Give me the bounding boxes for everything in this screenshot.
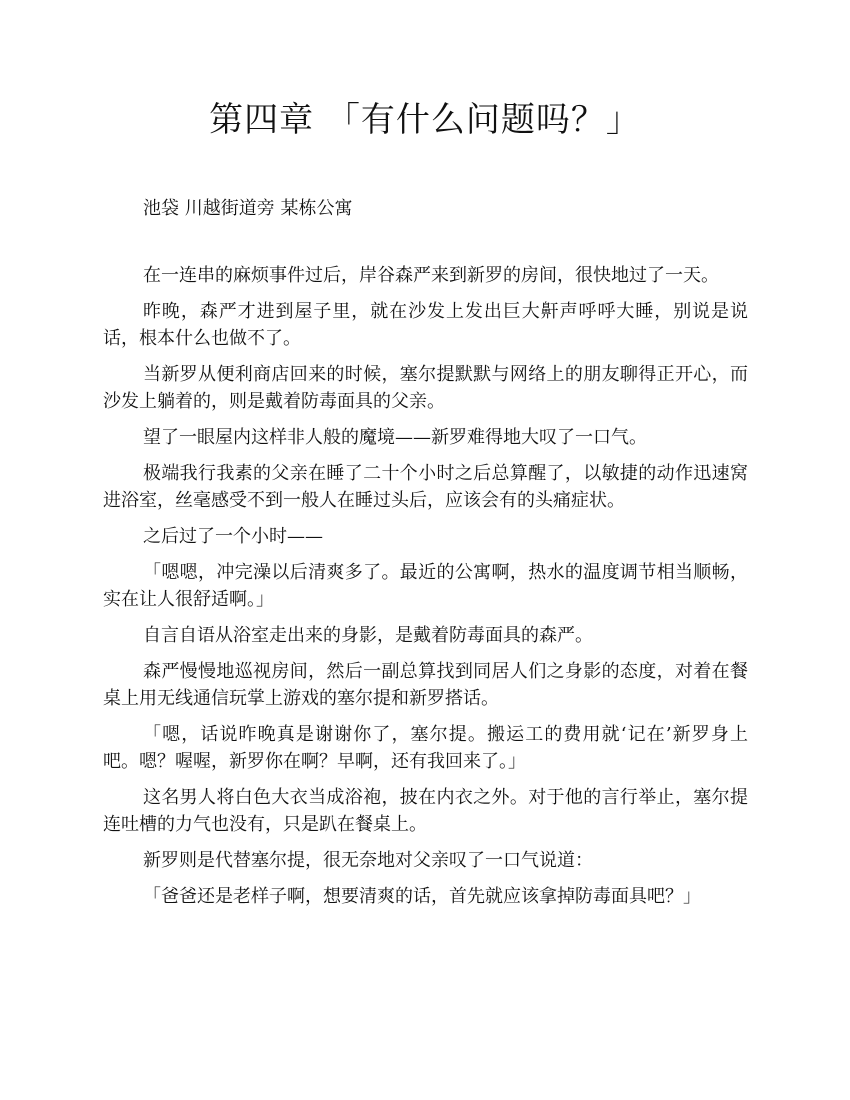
chapter-title: 第四章 「有什么问题吗？」	[209, 100, 641, 140]
paragraph: 自言自语从浴室走出来的身影，是戴着防毒面具的森严。	[143, 625, 593, 646]
paragraph: 极端我行我素的父亲在睡了二十个小时之后总算醒了，以敏捷的动作迅速窝进浴室，丝毫感受不到一般人在睡过头后，应该会有的头痛症状。	[103, 463, 748, 511]
paragraph: 之后过了一个小时——	[143, 526, 323, 547]
body-text	[103, 262, 748, 919]
paragraph: 「嗯，话说昨晚真是谢谢你了，塞尔提。搬运工的费用就‘记在’新罗身上吧。嗯？喔喔，新罗你在啊？早啊，还有我回来了。」	[103, 724, 748, 772]
paragraph: 当新罗从便利商店回来的时候，塞尔提默默与网络上的朋友聊得正开心，而沙发上躺着的，则是戴着防毒面具的父亲。	[103, 364, 748, 412]
paragraph: 「爸爸还是老样子啊，想要清爽的话，首先就应该拿掉防毒面具吧？」	[143, 886, 701, 907]
paragraph: 在一连串的麻烦事件过后，岸谷森严来到新罗的房间，很快地过了一天。	[143, 265, 719, 286]
paragraph: 「嗯嗯，冲完澡以后清爽多了。最近的公寓啊，热水的温度调节相当顺畅，实在让人很舒适啊。」	[103, 562, 748, 610]
location-line: 池袋 川越街道旁 某栋公寓	[143, 198, 353, 219]
paragraph: 望了一眼屋内这样非人般的魔境——新罗难得地大叹了一口气。	[143, 427, 647, 448]
paragraph: 昨晚，森严才进到屋子里，就在沙发上发出巨大鼾声呼呼大睡，别说是说话，根本什么也做不了。	[103, 301, 748, 349]
paragraph: 新罗则是代替塞尔提，很无奈地对父亲叹了一口气说道：	[143, 850, 593, 871]
paragraph: 森严慢慢地巡视房间，然后一副总算找到同居人们之身影的态度，对着在餐桌上用无线通信玩掌上游戏的塞尔提和新罗搭话。	[103, 661, 748, 709]
paragraph: 这名男人将白色大衣当成浴袍，披在内衣之外。对于他的言行举止，塞尔提连吐槽的力气也没有，只是趴在餐桌上。	[103, 787, 748, 835]
